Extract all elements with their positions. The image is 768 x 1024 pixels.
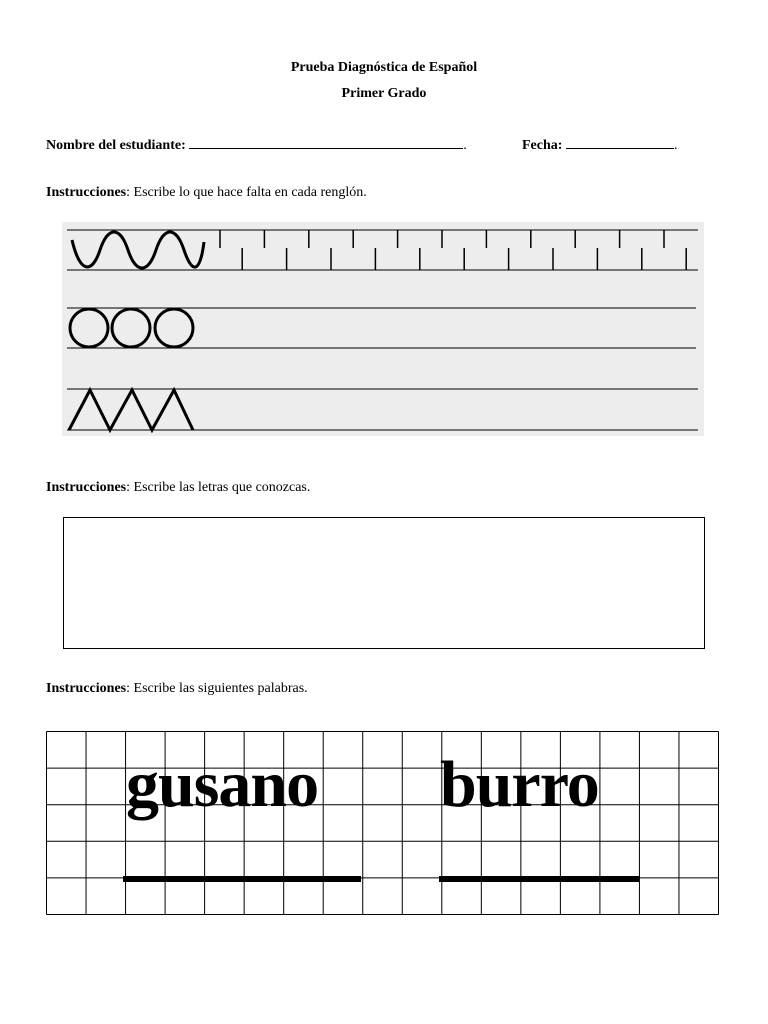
tracing-practice-area (62, 222, 704, 436)
student-info-line (46, 136, 467, 154)
instructions-1-text: : Escribe lo que hace falta en cada renglón. (126, 185, 367, 200)
date-info (522, 136, 677, 154)
date-field[interactable] (566, 136, 674, 149)
tick-marks (220, 230, 686, 270)
word-burro: burro (440, 748, 599, 821)
instructions-1 (46, 185, 367, 201)
name-label: Nombre del estudiante: (46, 138, 186, 153)
instructions-2 (46, 480, 310, 496)
name-field[interactable] (189, 136, 463, 149)
instructions-2-label: Instrucciones (46, 480, 127, 495)
burro-writing-line[interactable] (439, 876, 639, 882)
wave-pattern (72, 232, 204, 268)
name-end: . (463, 138, 467, 153)
instructions-3-text: : Escribe las siguientes palabras. (126, 681, 308, 696)
tracing-lines (62, 222, 704, 436)
instructions-1-label: Instrucciones (46, 185, 127, 200)
date-label: Fecha: (522, 138, 563, 153)
page-subtitle: Primer Grado (341, 86, 427, 101)
date-end: . (673, 138, 678, 153)
circle-pattern (70, 309, 193, 347)
gusano-writing-line[interactable] (123, 876, 361, 882)
word-gusano: gusano (126, 748, 319, 821)
zigzag-pattern (69, 390, 193, 430)
letters-writing-box[interactable] (63, 517, 705, 649)
instructions-3-label: Instrucciones (46, 681, 127, 696)
page-title: Prueba Diagnóstica de Español (290, 60, 478, 75)
instructions-2-text: : Escribe las letras que conozcas. (126, 480, 311, 495)
instructions-3 (46, 681, 308, 697)
